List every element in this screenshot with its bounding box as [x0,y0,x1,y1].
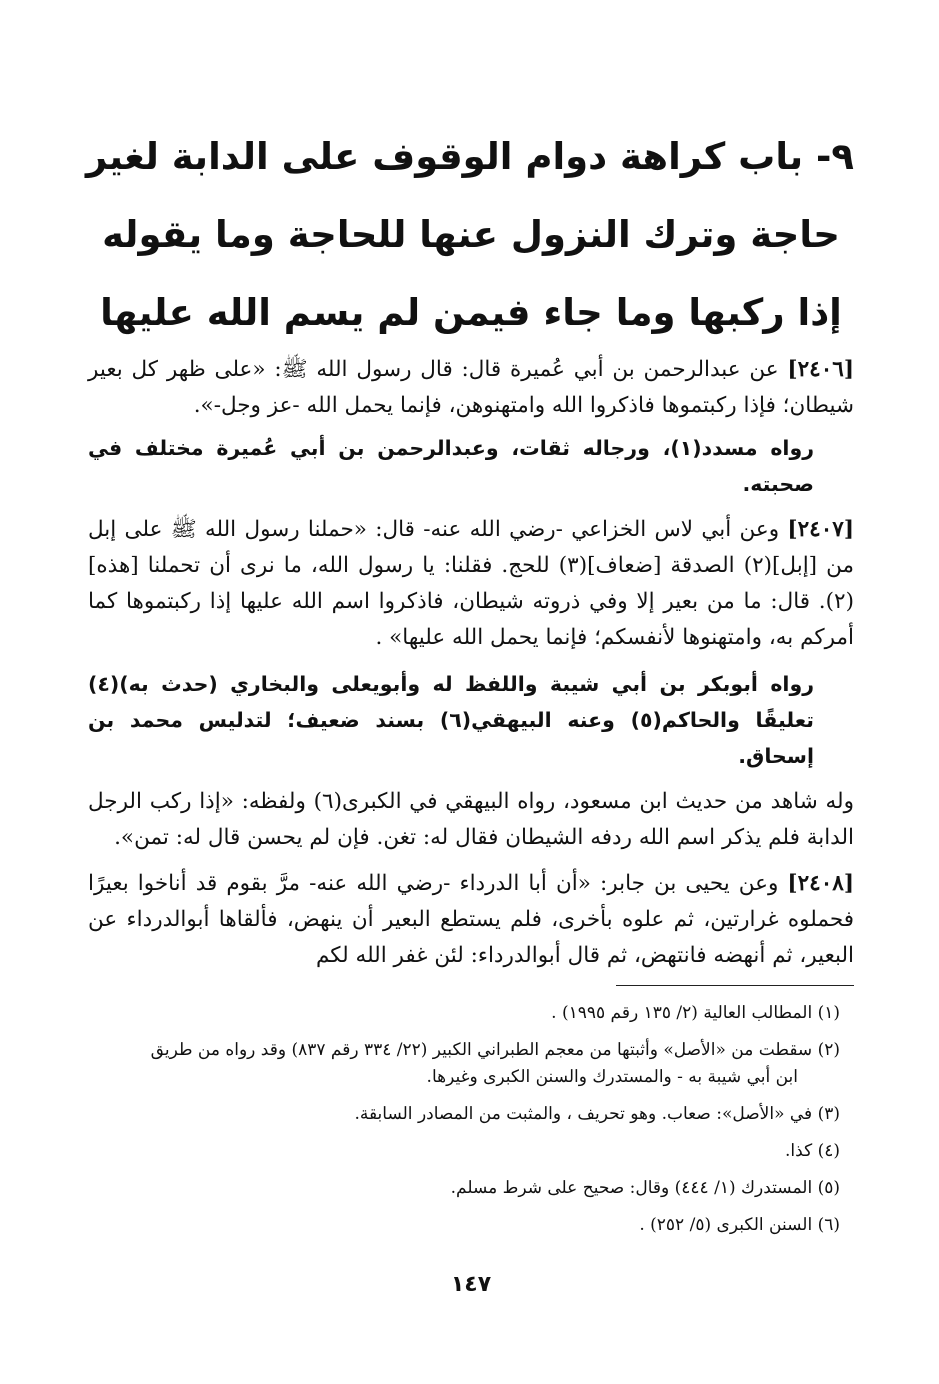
footnote-divider [616,985,854,986]
narration-text: رواه أبوبكر بن أبي شيبة واللفظ له وأبويعلى والبخاري (حدث به)(٤) تعليقًا والحاكم(٥) وعنه البيهقي(٦) بسند ضعيف؛ لتدليس محمد بن إسحاق. [88,672,814,768]
hadith-number: [٢٤٠٦] [787,357,854,382]
narration-note [88,430,854,502]
footnote-3 [88,1101,854,1128]
narration-note [88,666,854,774]
chapter-title-line-3: إذا ركبها وما جاء فيمن لم يسم الله عليها [100,291,842,334]
footnote-1 [88,1000,854,1027]
footnote-text: (٣) في «الأصل»: صعاب. وهو تحريف ، والمثبت من المصادر السابقة. [354,1104,840,1124]
footnote-text: (٢) سقطت من «الأصل» وأثبتها من معجم الطبراني الكبير (٢٢/ ٣٣٤ رقم ٨٣٧) وقد رواه من طريق [150,1040,840,1060]
hadith-text: عن عبدالرحمن بن أبي عُميرة قال: قال رسول الله ﷺ: «على ظهر كل بعير شيطان؛ فإذا ركبتموها فاذكروا الله وامتهنوهن، فإنما يحمل الله -عز وجل-». [88,357,854,418]
hadith-2407 [88,512,854,656]
footnote-6 [88,1212,854,1239]
hadith-2408 [88,866,854,974]
book-page [85,0,854,1384]
chapter-title-line-2: حاجة وترك النزول عنها للحاجة وما يقوله [102,213,840,256]
footnote-text: (٥) المستدرك (١/ ٤٤٤) وقال: صحيح على شرط مسلم. [450,1178,840,1198]
narration-text: رواه مسدد(١)، ورجاله ثقات، وعبدالرحمن بن أبي عُميرة مختلف في صحبته. [88,436,814,496]
chapter-title [85,118,854,352]
footnote-2 [88,1037,854,1091]
footnote-continuation: ابن أبي شيبة به - والمستدرك والسنن الكبرى وغيرها. [426,1067,798,1087]
page-number: ١٤٧ [450,1272,492,1297]
footnotes [88,1000,854,1249]
footnote-text: (١) المطالب العالية (٢/ ١٣٥ رقم ١٩٩٥) . [551,1003,840,1023]
footnote-text: (٤) كذا. [785,1141,840,1161]
witness-paragraph [88,784,854,856]
hadith-text: وعن يحيى بن جابر: «أن أبا الدرداء -رضي الله عنه- مرَّ بقوم قد أناخوا بعيرًا فحملوه غرارتين، ثم علوه بأخرى، فلم يستطع البعير أن ينهض، فألقاها أبوالدرداء عن البعير، ثم أنهضه فانتهض، ثم قال أبوالدرداء: لئن غفر الله لكم [88,871,854,968]
footnote-5 [88,1175,854,1202]
hadith-number: [٢٤٠٧] [787,517,854,542]
footnote-text: (٦) السنن الكبرى (٥/ ٢٥٢) . [639,1215,840,1235]
main-text [88,352,854,984]
hadith-number: [٢٤٠٨] [787,871,854,896]
hadith-2406 [88,352,854,424]
witness-text: وله شاهد من حديث ابن مسعود، رواه البيهقي في الكبرى(٦) ولفظه: «إذا ركب الرجل الدابة فلم يذكر اسم الله ردفه الشيطان فقال له: تغن. فإن لم يحسن قال له: تمن». [88,789,854,850]
footnote-4 [88,1138,854,1165]
chapter-title-line-1: ٩- باب كراهة دوام الوقوف على الدابة لغير [85,135,854,178]
hadith-text: وعن أبي لاس الخزاعي -رضي الله عنه- قال: «حملنا رسول الله ﷺ على إبل من [إبل](٢) الصدقة [ضعاف](٣) للحج. فقلنا: يا رسول الله، ما نرى أن تحملنا [هذه](٢). قال: ما من بعير إلا وفي ذروته شيطان، فاذكروا اسم الله عليها إذا ركبتموها كما أمركم به، وامتهنوها لأنفسكم؛ فإنما يحمل الله عليها» . [88,517,854,650]
